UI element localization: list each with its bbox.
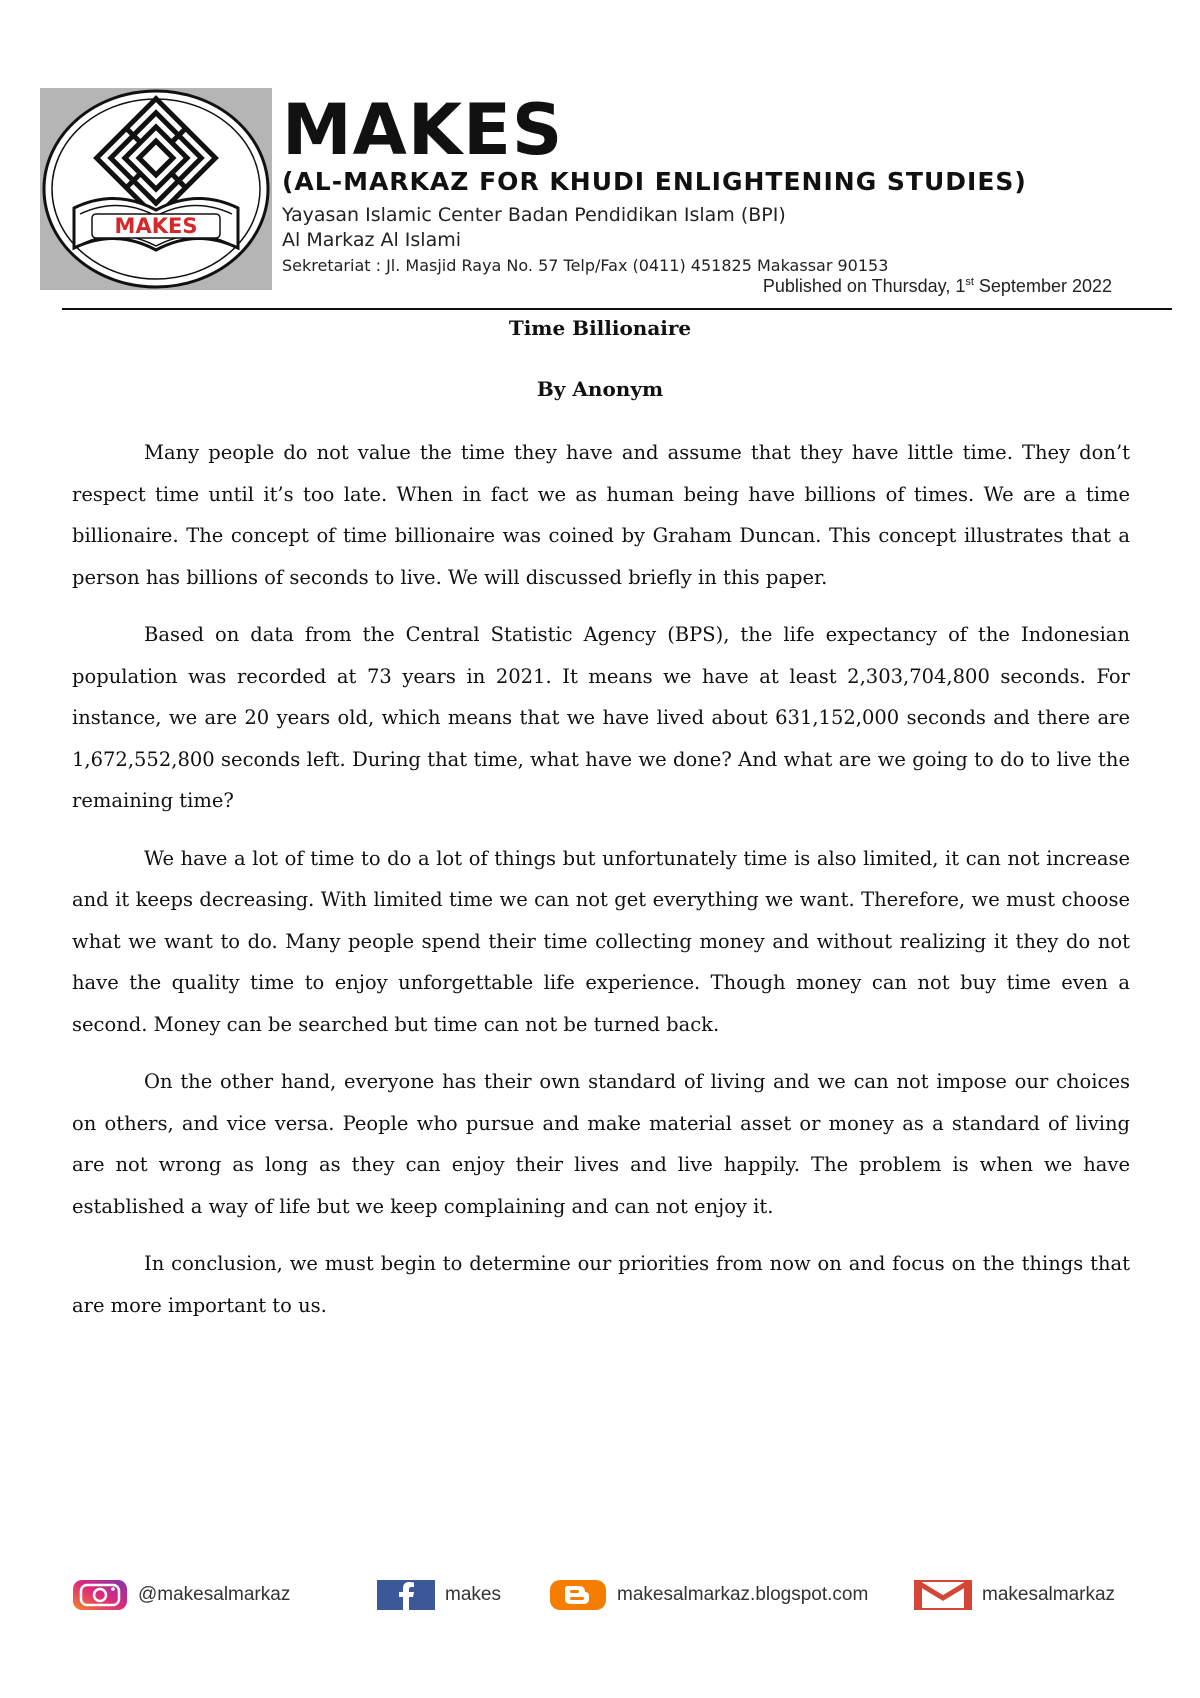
paragraph: We have a lot of time to do a lot of things but unfortunately time is also limited, it can not increase and it keeps decreasing. With limited time we can not get everything we want. Therefore, we must choose what we want to do. Many people spend their time collecting money and without realizing it they do not have the quality time to enjoy unforgettable life experience. Though money can not buy time even a second. Money can be searched but time can not be turned back. [72,846,1130,1036]
organization-name: MAKES [282,89,564,171]
paragraph: Many people do not value the time they have and assume that they have little time. They don’t respect time until it’s too late. When in fact we as human being have billions of times. We are a time billionaire. The concept of time billionaire was coined by Graham Duncan. This concept illustrates that a person has billions of seconds to live. We will discussed briefly in this paper. [72,441,1130,589]
facebook-handle: makes [445,1584,501,1605]
published-date-suffix: September 2022 [973,276,1112,296]
footer-social-links [72,1575,1132,1615]
blogger-link[interactable] [549,1575,868,1615]
gmail-link[interactable] [914,1575,1115,1615]
paragraph: In conclusion, we must begin to determine our priorities from now on and focus on the things that are more important to us. [72,1252,1130,1317]
secretariat-address: Sekretariat : Jl. Masjid Raya No. 57 Telp/Fax (0411) 451825 Makassar 90153 [282,256,889,275]
paragraph: Based on data from the Central Statistic Agency (BPS), the life expectancy of the Indonesian population was recorded at 73 years in 2021. It means we have at least 2,303,704,800 seconds. For instance, we are 20 years old, which means that we have lived about 631,152,000 seconds and there are 1,672,552,800 seconds left. During that time, what have we done? And what are we going to do to live the remaining time? [72,623,1130,812]
article-body [72,432,1130,1342]
blog-url: makesalmarkaz.blogspot.com [617,1584,869,1605]
logo-text: MAKES [114,214,198,238]
published-date-ordinal: st [965,276,974,288]
instagram-icon [72,1579,128,1611]
gmail-handle: makesalmarkaz [982,1584,1116,1605]
makes-logo-emblem-icon [40,88,272,290]
organization-full-name: (AL-MARKAZ FOR KHUDI ENLIGHTENING STUDIES) [282,167,1027,196]
header-divider [62,308,1172,310]
article-title: Time Billionaire [508,316,692,340]
makes-logo [40,88,272,290]
facebook-icon [377,1580,435,1610]
published-date [763,276,1112,297]
facebook-link[interactable] [377,1575,501,1615]
article-byline: By Anonym [536,377,664,401]
instagram-link[interactable] [72,1575,290,1615]
paragraph: On the other hand, everyone has their own standard of living and we can not impose our choices on others, and vice versa. People who pursue and make material asset or money as a standard of living are not wrong as long as they can enjoy their lives and live happily. The problem is when we have established a way of life but we keep complaining and can not enjoy it. [72,1070,1130,1218]
foundation-name: Yayasan Islamic Center Badan Pendidikan Islam (BPI) [282,204,786,226]
gmail-icon [914,1580,972,1610]
published-date-prefix: Published on Thursday, 1 [762,276,966,296]
blogger-icon [549,1579,607,1611]
instagram-handle: @makesalmarkaz [138,1584,291,1605]
institution-name: Al Markaz Al Islami [282,229,462,251]
